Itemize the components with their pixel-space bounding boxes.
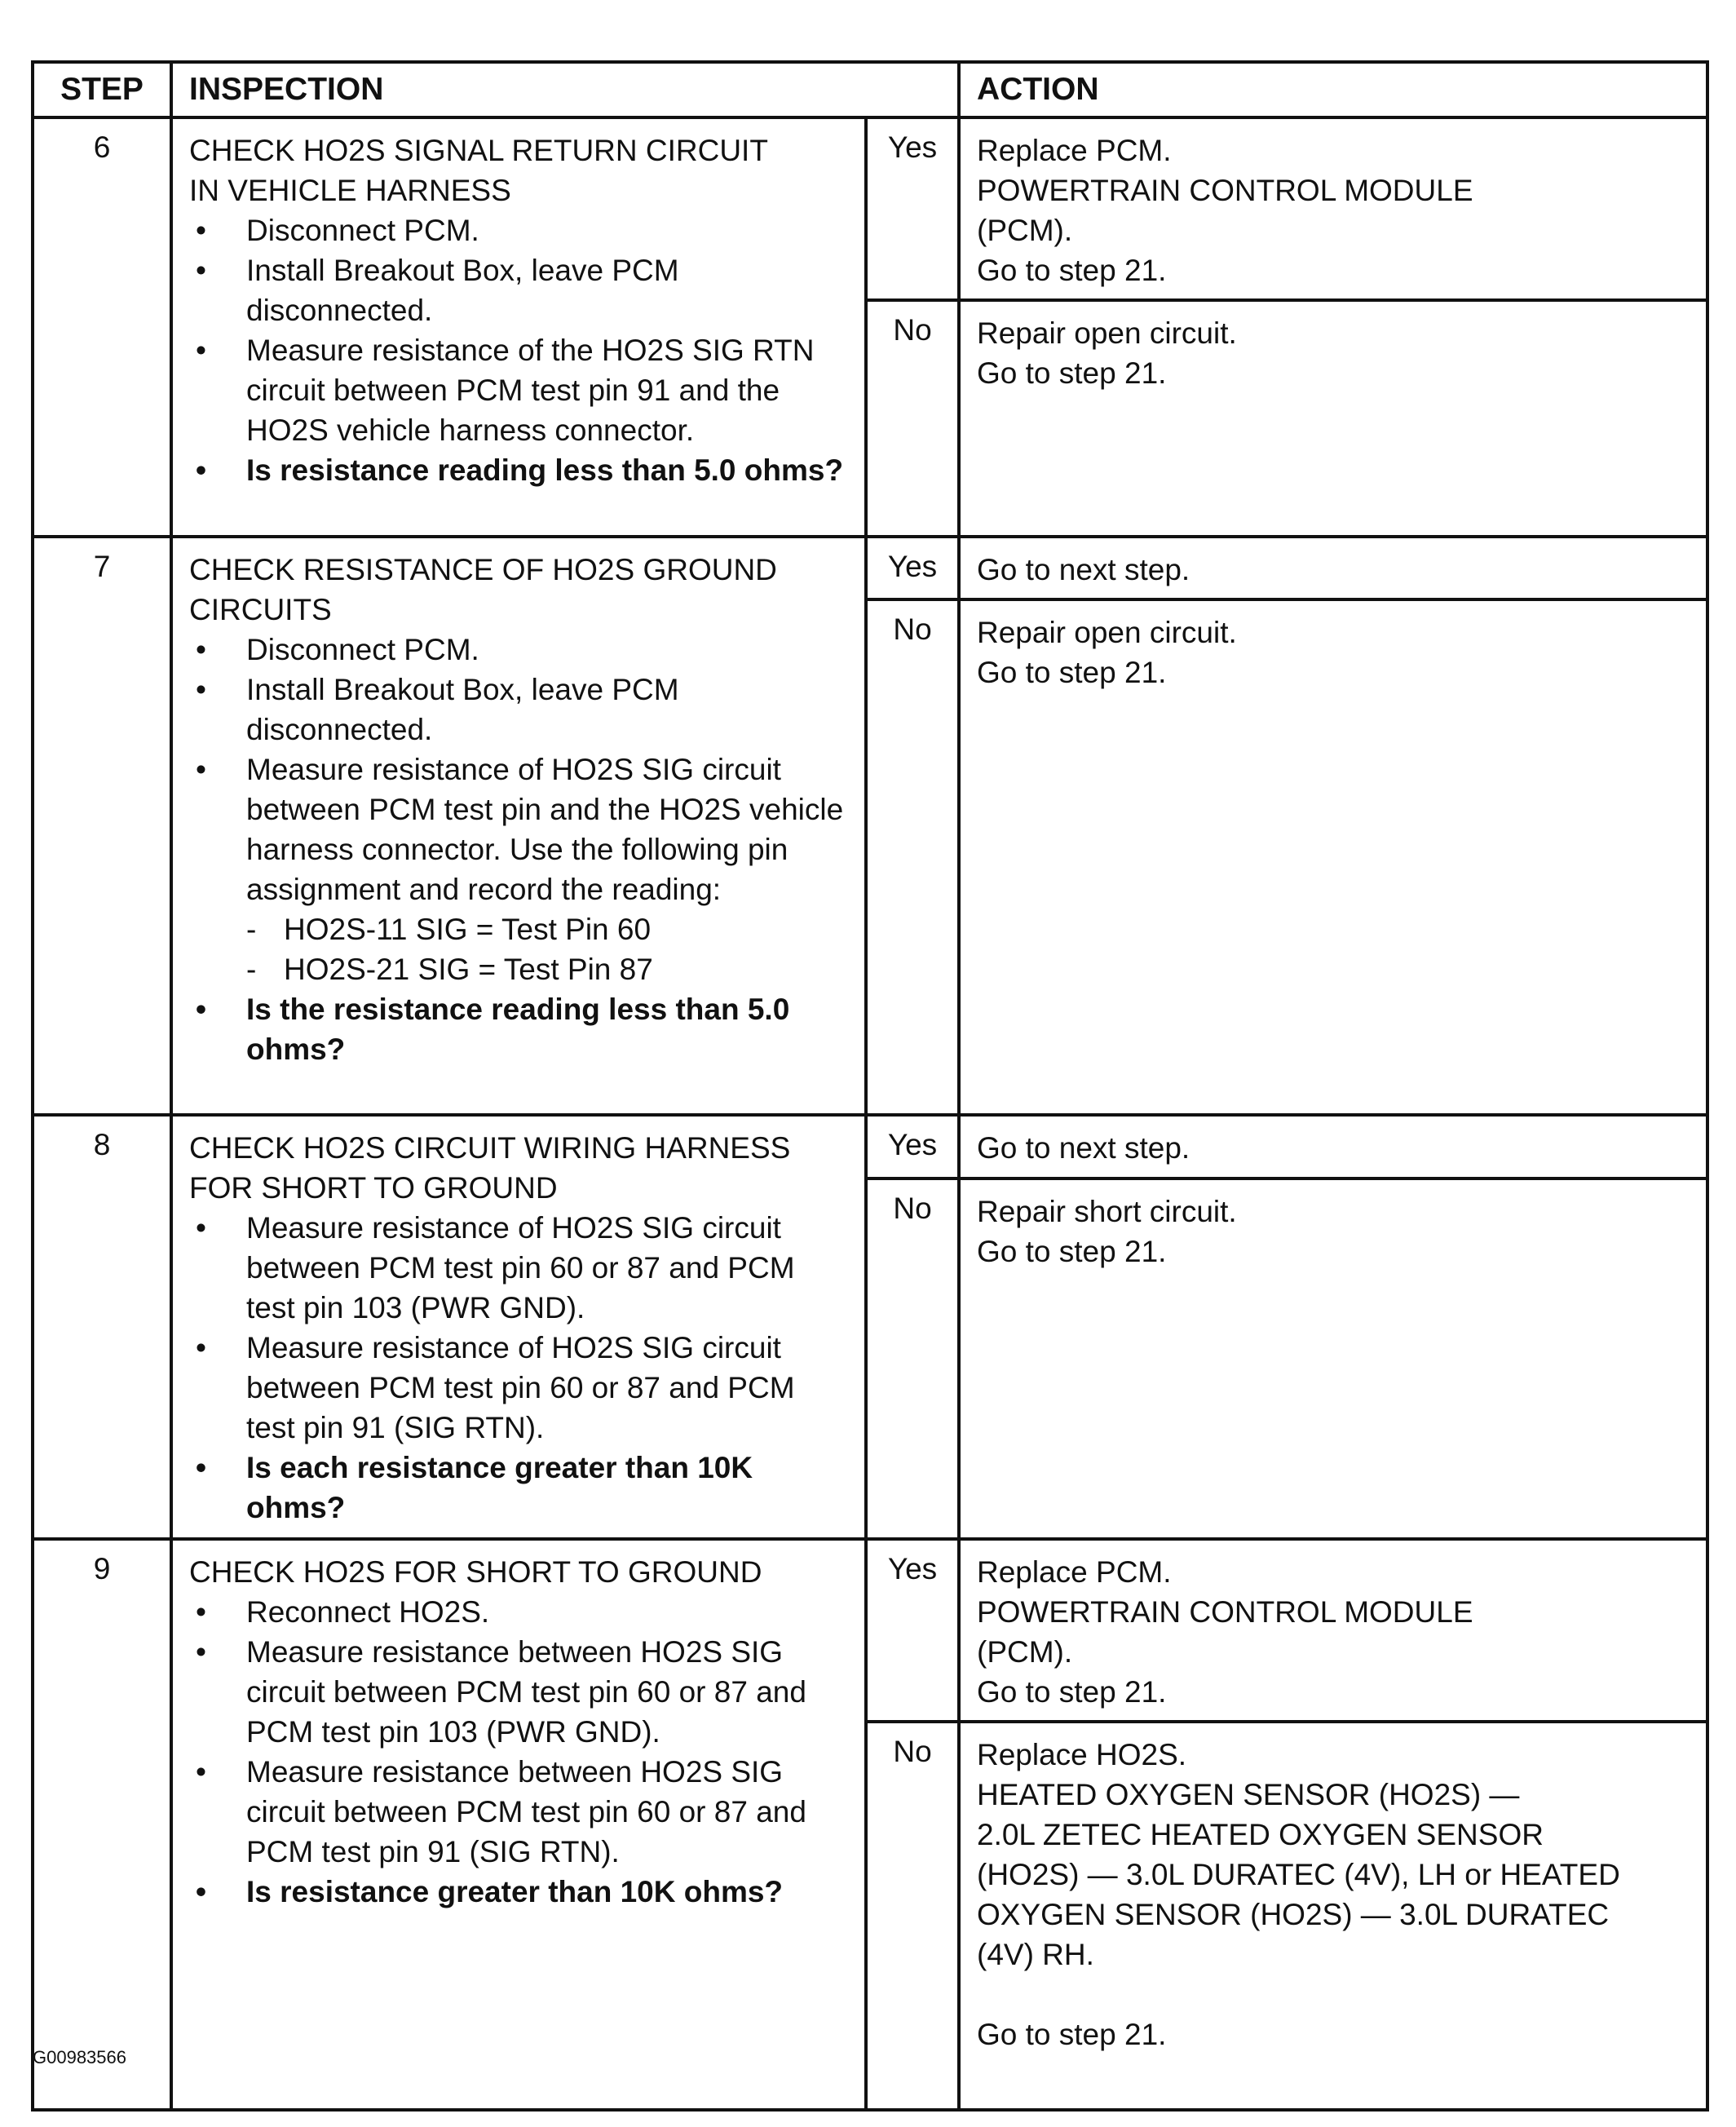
action-line: Repair short circuit. <box>977 1195 1237 1229</box>
action-line: (HO2S) — 3.0L DURATEC (4V), LH or HEATED <box>977 1858 1620 1891</box>
inspection-cell <box>171 1539 866 2110</box>
header-inspection: INSPECTION <box>171 62 959 117</box>
yes-action <box>959 1115 1707 1178</box>
inspection-bullet <box>189 250 850 330</box>
action-line: Go to step 21. <box>977 254 1167 287</box>
action-line: POWERTRAIN CONTROL MODULE <box>977 174 1473 207</box>
inspection-bullet-text: Install Breakout Box, leave PCM disconnected. <box>246 254 679 327</box>
header-row <box>33 62 1707 117</box>
step-row-6 <box>33 117 1707 300</box>
inspection-title: CHECK HO2S SIGNAL RETURN CIRCUIT <box>189 134 768 167</box>
header-step: STEP <box>33 62 171 117</box>
no-label: No <box>866 1722 959 2110</box>
action-line: (PCM). <box>977 1635 1073 1669</box>
action-line: Go to step 21. <box>977 656 1167 689</box>
inspection-title: CHECK HO2S CIRCUIT WIRING HARNESS <box>189 1131 791 1165</box>
pin-assignment-list <box>246 909 850 989</box>
inspection-title: CHECK HO2S FOR SHORT TO GROUND <box>189 1555 762 1589</box>
yes-label: Yes <box>866 537 959 599</box>
yes-label: Yes <box>866 1539 959 1722</box>
inspection-bullet-text: Measure resistance of HO2S SIG circuit between PCM test pin 60 or 87 and PCM test pin 91 (SIG RTN). <box>246 1331 795 1444</box>
step-row-9 <box>33 1539 1707 1722</box>
step-number: 6 <box>33 117 171 537</box>
inspection-cell <box>171 117 866 537</box>
diagnostic-table <box>31 60 1709 2112</box>
inspection-bullet <box>189 1592 850 1632</box>
inspection-bullet <box>189 750 850 989</box>
inspection-question-text: Is resistance reading less than 5.0 ohms? <box>246 453 844 487</box>
pin-assignment-text: HO2S-11 SIG = Test Pin 60 <box>284 913 652 946</box>
action-line: Replace HO2S. <box>977 1738 1187 1771</box>
action-line: Go to step 21. <box>977 2018 1167 2051</box>
inspection-title: CHECK RESISTANCE OF HO2S GROUND <box>189 553 777 586</box>
inspection-list <box>189 210 850 490</box>
step-number: 8 <box>33 1115 171 1539</box>
action-line: Go to step 21. <box>977 1675 1167 1709</box>
action-line: POWERTRAIN CONTROL MODULE <box>977 1595 1473 1629</box>
action-line <box>977 1974 1694 2014</box>
inspection-bullet-text: Reconnect HO2S. <box>246 1595 490 1629</box>
step-row-7 <box>33 537 1707 599</box>
action-line: Go to step 21. <box>977 356 1167 390</box>
yes-label: Yes <box>866 117 959 300</box>
inspection-bullet-text: Measure resistance between HO2S SIG circuit between PCM test pin 60 or 87 and PCM test pin 103 (PWR GND). <box>246 1635 806 1749</box>
inspection-title: FOR SHORT TO GROUND <box>189 1171 558 1205</box>
inspection-bullet <box>189 1632 850 1752</box>
inspection-bullet-text: Install Breakout Box, leave PCM disconnected. <box>246 673 679 746</box>
step-number: 7 <box>33 537 171 1115</box>
inspection-title: IN VEHICLE HARNESS <box>189 174 511 207</box>
inspection-question <box>189 1872 850 1912</box>
inspection-bullet <box>189 1208 850 1328</box>
no-label: No <box>866 1178 959 1539</box>
inspection-cell <box>171 1115 866 1539</box>
inspection-bullet-text: Disconnect PCM. <box>246 633 479 666</box>
inspection-bullet-text: Measure resistance of the HO2S SIG RTN circuit between PCM test pin 91 and the HO2S vehicle harness connector. <box>246 334 815 447</box>
inspection-list <box>189 1592 850 1912</box>
inspection-question <box>189 989 850 1069</box>
action-line: 2.0L ZETEC HEATED OXYGEN SENSOR <box>977 1818 1544 1851</box>
inspection-bullet-text: Disconnect PCM. <box>246 214 479 247</box>
dash-marker: - <box>246 913 257 946</box>
no-label: No <box>866 300 959 537</box>
inspection-question-text: Is each resistance greater than 10K ohms? <box>246 1451 753 1524</box>
inspection-question-text: Is resistance greater than 10K ohms? <box>246 1875 784 1908</box>
action-line: (4V) RH. <box>977 1938 1094 1971</box>
action-line: Go to step 21. <box>977 1235 1167 1269</box>
inspection-bullet-text: Measure resistance between HO2S SIG circuit between PCM test pin 60 or 87 and PCM test pin 91 (SIG RTN). <box>246 1755 806 1868</box>
action-line: Repair open circuit. <box>977 316 1237 350</box>
step-number: 9 <box>33 1539 171 2110</box>
inspection-bullet <box>189 210 850 250</box>
inspection-bullet-text: Measure resistance of HO2S SIG circuit between PCM test pin and the HO2S vehicle harness connector. Use the following pin assignment and record the reading: <box>246 753 844 906</box>
dash-marker: - <box>246 953 257 986</box>
yes-action <box>959 117 1707 300</box>
action-line: Replace PCM. <box>977 134 1172 167</box>
action-line: Go to next step. <box>977 553 1190 586</box>
inspection-bullet <box>189 630 850 670</box>
step-row-8 <box>33 1115 1707 1178</box>
inspection-bullet <box>189 670 850 750</box>
pin-assignment-item <box>246 909 850 949</box>
yes-action <box>959 1539 1707 1722</box>
inspection-bullet <box>189 1328 850 1448</box>
inspection-bullet <box>189 1752 850 1872</box>
pin-assignment-item <box>246 949 850 989</box>
inspection-list <box>189 1208 850 1528</box>
no-action <box>959 1722 1707 2110</box>
action-line: HEATED OXYGEN SENSOR (HO2S) — <box>977 1778 1520 1811</box>
inspection-question-text: Is the resistance reading less than 5.0 ohms? <box>246 993 790 1066</box>
no-label: No <box>866 599 959 1115</box>
action-line: Replace PCM. <box>977 1555 1172 1589</box>
pin-assignment-text: HO2S-21 SIG = Test Pin 87 <box>284 953 653 986</box>
inspection-cell <box>171 537 866 1115</box>
figure-id: G00983566 <box>33 2047 126 2067</box>
inspection-title: CIRCUITS <box>189 593 332 626</box>
action-line: Repair open circuit. <box>977 616 1237 649</box>
inspection-question <box>189 1448 850 1528</box>
inspection-bullet <box>189 330 850 450</box>
header-action: ACTION <box>959 62 1707 117</box>
yes-label: Yes <box>866 1115 959 1178</box>
action-line: Go to next step. <box>977 1131 1190 1165</box>
action-line: OXYGEN SENSOR (HO2S) — 3.0L DURATEC <box>977 1898 1610 1931</box>
inspection-list <box>189 630 850 1069</box>
inspection-bullet-text: Measure resistance of HO2S SIG circuit between PCM test pin 60 or 87 and PCM test pin 103 (PWR GND). <box>246 1211 795 1324</box>
action-line: (PCM). <box>977 214 1073 247</box>
no-action <box>959 599 1707 1115</box>
yes-action <box>959 537 1707 599</box>
inspection-question <box>189 450 850 490</box>
no-action <box>959 1178 1707 1539</box>
no-action <box>959 300 1707 537</box>
